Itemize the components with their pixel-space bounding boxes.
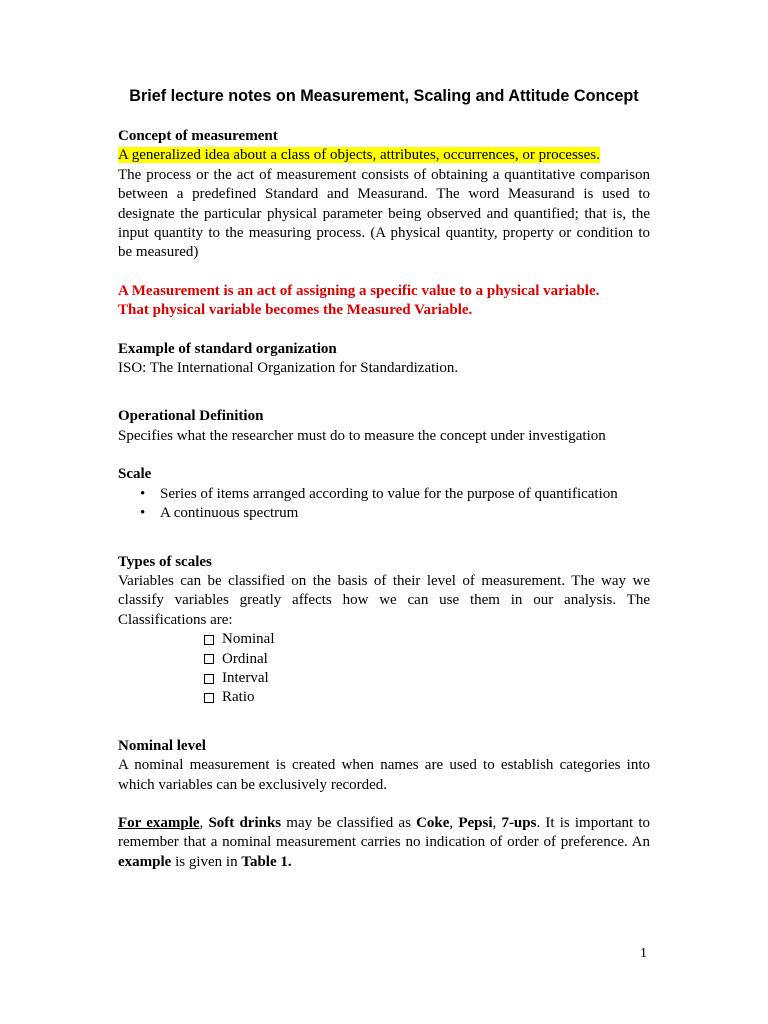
standard-org-body: ISO: The International Organization for Standardization. <box>118 360 459 377</box>
spacer <box>118 708 650 737</box>
operational-body: Specifies what the researcher must do to measure the concept under investigation <box>118 427 606 444</box>
example-text: may be classified as <box>281 814 417 831</box>
soft-drinks-term: Soft drinks <box>208 814 282 831</box>
example-word: example <box>118 853 172 870</box>
concept-heading: Concept of measurement <box>118 128 278 144</box>
scale-list <box>118 485 650 524</box>
spacer <box>118 263 650 282</box>
concept-body: The process or the act of measurement consists of obtaining a quantitative comparison between a predefined Standard and Measurand. The word Measurand is used to designate the particular physical parameter being observed and quantified; that is, the input quantity to the measuring process. (A physical quantity, property or condition to be measured) <box>118 166 650 261</box>
red-statement-1: A Measurement is an act of assigning a specific value to a physical variable. <box>118 282 600 299</box>
types-item-label: Nominal <box>222 631 275 648</box>
example-paragraph <box>118 814 650 872</box>
example-text: , <box>449 814 459 831</box>
document-body <box>118 127 650 872</box>
sevenup-term: 7-ups <box>501 814 537 831</box>
scale-item: • Series of items arranged according to value for the purpose of quantification <box>118 485 650 504</box>
coke-term: Coke <box>416 814 450 831</box>
example-text: is given in <box>171 853 242 870</box>
page-number: 1 <box>640 946 647 961</box>
nominal-body: A nominal measurement is created when names are used to establish categories into which variables can be exclusively recorded. <box>118 757 650 793</box>
pepsi-term: Pepsi <box>458 814 493 831</box>
types-item-label: Ratio <box>222 689 255 706</box>
operational-heading: Operational Definition <box>118 408 264 425</box>
spacer <box>118 446 650 465</box>
types-item <box>204 650 650 669</box>
example-text: . It is important to remember that a nominal measurement carries no indication of order of preference. An <box>118 814 651 851</box>
checkbox-icon <box>204 674 214 684</box>
types-item <box>204 669 650 688</box>
types-item <box>204 630 650 649</box>
spacer <box>118 378 650 407</box>
spacer <box>118 524 650 553</box>
types-item-label: Interval <box>222 669 269 686</box>
checkbox-icon <box>204 693 214 703</box>
checkbox-icon <box>204 635 214 645</box>
example-label: For example <box>118 814 200 831</box>
spacer <box>118 795 650 814</box>
types-item <box>204 688 650 707</box>
example-text: , <box>199 814 209 831</box>
nominal-heading: Nominal level <box>118 737 206 754</box>
scale-item: • A continuous spectrum <box>118 504 650 523</box>
page-title: Brief lecture notes on Measurement, Scaling and Attitude Concept <box>129 87 639 105</box>
standard-org-heading: Example of standard organization <box>118 340 337 357</box>
highlighted-definition: A generalized idea about a class of objects, attributes, occurrences, or processes. <box>118 147 600 164</box>
types-item-label: Ordinal <box>222 650 268 667</box>
table-reference: Table 1. <box>241 853 292 870</box>
types-heading: Types of scales <box>118 553 212 570</box>
red-statement-2: That physical variable becomes the Measured Variable. <box>118 302 473 319</box>
scale-heading: Scale <box>118 466 152 483</box>
types-list <box>118 630 650 708</box>
example-text: , <box>492 814 502 831</box>
checkbox-icon <box>204 654 214 664</box>
spacer <box>118 321 650 340</box>
types-body: Variables can be classified on the basis of their level of measurement. The way we classify variables greatly affects how we can use them in our analysis. The Classifications are: <box>118 572 650 628</box>
concept-highlight <box>118 146 650 165</box>
